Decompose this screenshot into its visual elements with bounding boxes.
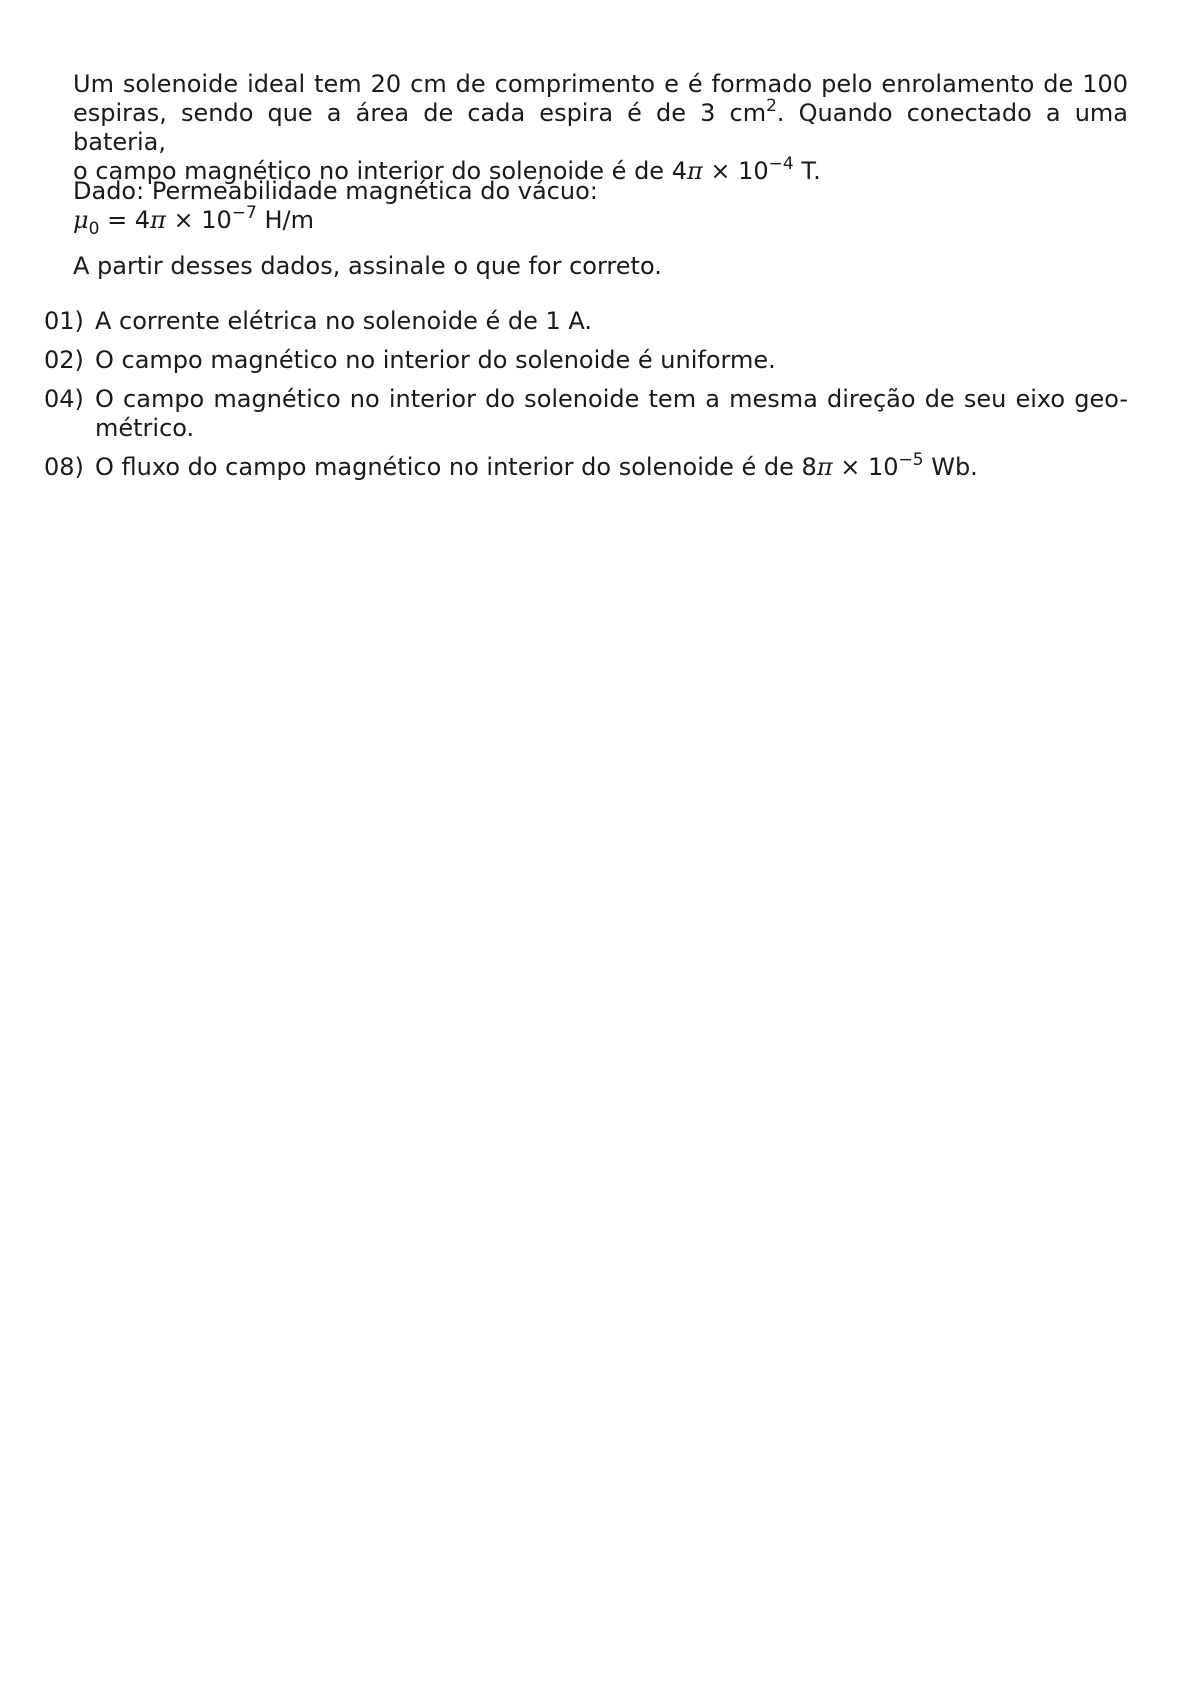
instruction [73,252,1128,281]
option-number: 04) [44,385,84,413]
instruction-text: A partir desses dados, assinale o que for correto. [73,252,662,280]
option-number: 01) [44,307,84,335]
given-equation: $\mu_0 = 4\pi \times 10^{-7}$ H/m [73,203,314,239]
statement-line-1: Um solenoide ideal tem 20 cm de comprimento e é formado pelo enrolamento de 100 [73,70,1128,98]
option-number: 08) [44,453,84,481]
option-text: O campo magnético no interior do solenoide é uniforme. [95,346,776,374]
option-04[interactable] [44,385,1128,443]
statement-line-3: o campo magnético no interior do solenoide é de $4\pi \times 10^{-4}$ T. [73,154,821,185]
option-text [95,385,1128,443]
option-text-line-1: O campo magnético no interior do solenoide tem a mesma direção de seu eixo geo- [95,385,1128,413]
option-text: O fluxo do campo magnético no interior do solenoide é de $8\pi \times 10^{-5}$ Wb. [95,450,978,481]
option-02[interactable] [44,346,1128,375]
problem-statement [73,70,1128,186]
option-text-line-2: métrico. [95,414,195,442]
option-01[interactable] [44,307,1128,336]
option-number: 02) [44,346,84,374]
option-text: A corrente elétrica no solenoide é de 1 A. [95,307,593,335]
given-data [73,177,1128,239]
given-label: Dado: Permeabilidade magnética do vácuo: [73,177,598,205]
statement-line-2: espiras, sendo que a área de cada espira é de 3 $cm^2$. Quando conectado a uma bateria, [73,96,1129,156]
option-08[interactable] [44,450,1128,482]
